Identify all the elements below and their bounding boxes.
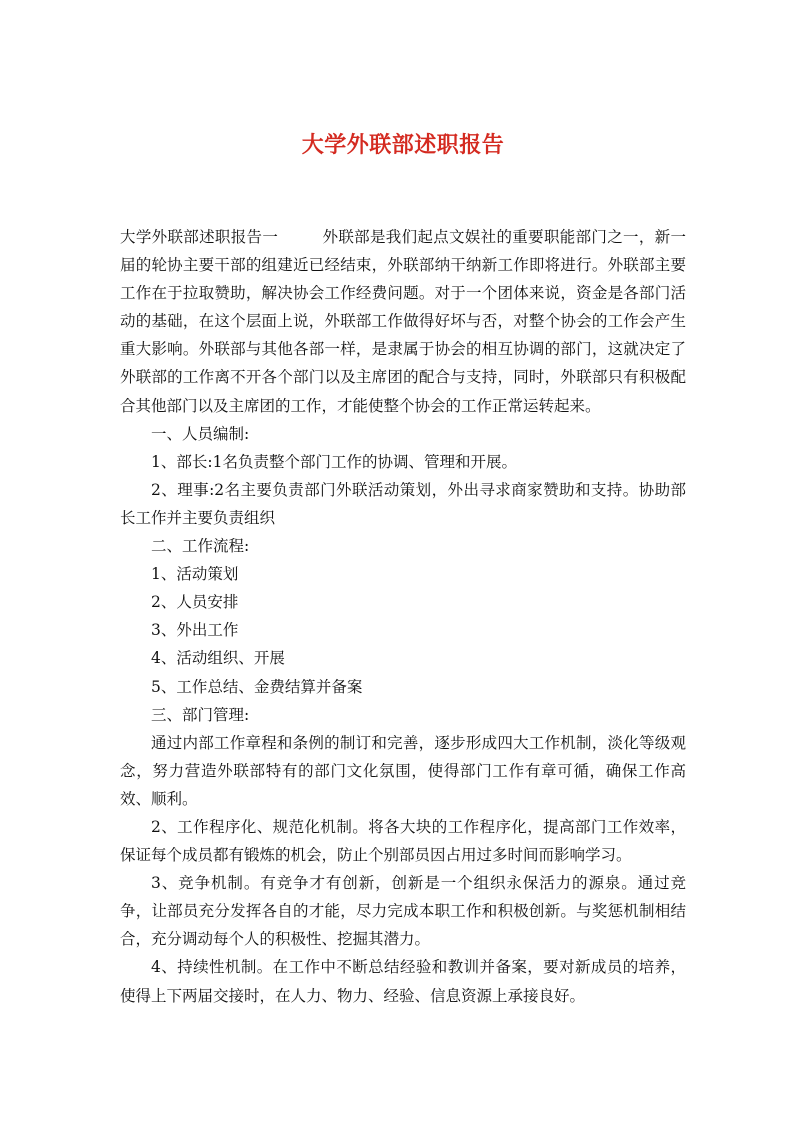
section-heading-management: 三、部门管理:	[151, 705, 250, 724]
management-paragraph: 通过内部工作章程和条例的制订和完善，逐步形成四大工作机制，淡化等级观念，努力营造外联部特有的部门文化氛围，使得部门工作有章可循，确保工作高效、顺利。	[120, 733, 686, 808]
section-heading-staffing: 一、人员编制:	[151, 424, 250, 443]
workflow-item-1: 1、活动策划	[151, 565, 239, 584]
workflow-item-3: 3、外出工作	[151, 621, 239, 640]
management-item-2: 2、工作程序化、规范化机制。将各大块的工作程序化，提高部门工作效率，保证每个成员都有锻炼的机会，防止个别部员因占用过多时间而影响学习。	[120, 817, 686, 865]
workflow-item-4: 4、活动组织、开展	[151, 649, 285, 668]
management-item-4: 4、持续性机制。在工作中不断总结经验和教训并备案，要对新成员的培养，使得上下两届交接时，在人力、物力、经验、信息资源上承接良好。	[120, 958, 686, 1005]
staffing-item-1: 1、部长:1名负责整个部门工作的协调、管理和开展。	[151, 452, 517, 471]
management-item-3: 3、竞争机制。有竞争才有创新，创新是一个组织永保活力的源泉。通过竞争，让部员充分发挥各自的才能，尽力完成本职工作和积极创新。与奖惩机制相结合，充分调动每个人的积极性、挖掘其潜力。	[120, 874, 686, 949]
section-heading-workflow: 二、工作流程:	[151, 537, 250, 556]
document-title: 大学外联部述职报告	[301, 132, 505, 158]
intro-label: 大学外联部述职报告一	[120, 228, 279, 246]
document-body	[120, 223, 686, 1010]
staffing-item-2: 2、理事:2名主要负责部门外联活动策划，外出寻求商家赞助和支持。协助部长工作并主要负责组织	[120, 480, 686, 527]
intro-text: 外联部是我们起点文娱社的重要职能部门之一，新一届的轮协主要干部的组建近已经结束，外联部纳干纳新工作即将进行。外联部主要工作在于拉取赞助，解决协会工作经费问题。对于一个团体来说，资金是各部门活动的基础，在这个层面上说，外联部工作做得好坏与否，对整个协会的工作会产生重大影响。外联部与其他各部一样，是隶属于协会的相互协调的部门，这就决定了外联部的工作离不开各个部门以及主席团的配合与支持，同时，外联部只有积极配合其他部门以及主席团的工作，才能使整个协会的工作正常运转起来。	[120, 228, 686, 415]
workflow-item-5: 5、工作总结、金费结算并备案	[151, 677, 363, 696]
intro-paragraph	[120, 223, 686, 420]
workflow-item-2: 2、人员安排	[151, 593, 239, 612]
